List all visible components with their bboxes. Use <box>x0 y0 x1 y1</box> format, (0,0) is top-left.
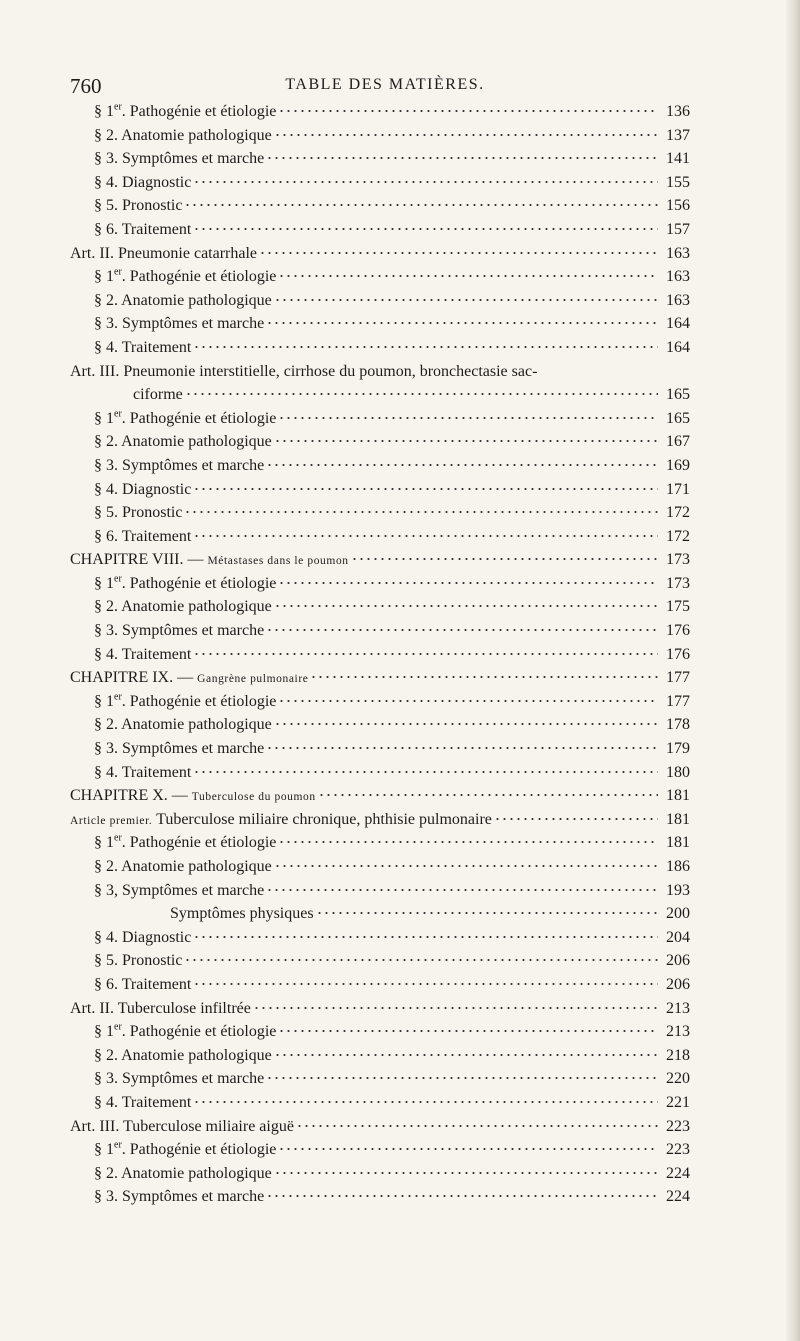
toc-entry-page: 173 <box>666 551 690 569</box>
dot-leader <box>274 124 658 140</box>
toc-entry-text: Symptômes et marche <box>118 1070 265 1088</box>
toc-entry-page: 178 <box>666 716 690 734</box>
toc-entry-text: Symptômes et marche <box>118 150 265 168</box>
toc-entry-prefix: § 2. <box>94 126 118 144</box>
toc-entry <box>70 525 690 549</box>
toc-entry <box>70 666 690 690</box>
toc-entry-text: Traitement <box>118 1093 192 1111</box>
toc-entry-prefix: Art. <box>70 244 96 262</box>
toc-entry-text: ciforme <box>133 386 183 404</box>
dot-leader <box>278 572 658 588</box>
toc-entry-label <box>94 478 191 502</box>
dot-leader <box>278 100 658 116</box>
toc-entry-page: 200 <box>666 905 690 923</box>
toc-entry-label <box>94 147 264 171</box>
toc-entry-label <box>94 855 272 879</box>
toc-entry-prefix: § 3. <box>94 150 118 168</box>
toc-entry-page: 181 <box>666 834 690 852</box>
toc-entry-label <box>70 242 257 266</box>
toc-entry-smallcaps: Métastases dans le poumon <box>207 555 349 568</box>
toc-entry <box>70 407 690 431</box>
toc-entry-smallcaps: Article premier. <box>70 814 153 827</box>
toc-entry-text: Pronostic <box>118 197 183 215</box>
toc-entry-text: Anatomie pathologique <box>118 291 272 309</box>
toc-entry-prefix: § 1 <box>94 834 114 852</box>
dot-leader <box>310 666 658 682</box>
dot-leader <box>193 973 658 989</box>
toc-entry-label <box>94 761 191 785</box>
toc-entry-text: Anatomie pathologique <box>118 433 272 451</box>
dot-leader <box>193 1091 658 1107</box>
toc-entry-prefix: § 2. <box>94 716 118 734</box>
toc-entry-page: 164 <box>666 315 690 333</box>
toc-entry-text: Tuberculose miliaire chronique, phthisie pulmonaire <box>152 810 492 828</box>
toc-entry-text: . Pathogénie et étiologie <box>121 1023 277 1041</box>
toc-entry-label <box>70 784 316 810</box>
toc-entry-page: 220 <box>666 1070 690 1088</box>
dot-leader <box>193 761 658 777</box>
toc-entry <box>70 1115 690 1139</box>
toc-entry <box>70 1020 690 1044</box>
toc-entry-label <box>94 643 191 667</box>
dot-leader <box>253 997 658 1013</box>
toc-entry-text: Symptômes physiques <box>170 905 314 923</box>
dot-leader <box>318 784 658 800</box>
dot-leader <box>193 926 658 942</box>
toc-entry-page: 218 <box>666 1046 690 1064</box>
toc-entry-page: 156 <box>666 197 690 215</box>
toc-entry-page: 193 <box>666 881 690 899</box>
toc-entry-page: 176 <box>666 622 690 640</box>
toc-entry <box>70 997 690 1021</box>
dot-leader <box>184 501 658 517</box>
toc-entry <box>70 478 690 502</box>
toc-entry-prefix: § 6. <box>94 975 118 993</box>
toc-entry-page: 206 <box>666 952 690 970</box>
dot-leader <box>266 454 658 470</box>
toc-entry-page: 155 <box>666 173 690 191</box>
toc-entry-prefix: § 2. <box>94 858 118 875</box>
toc-entry <box>70 926 690 950</box>
table-of-contents <box>70 100 690 1209</box>
toc-entry <box>70 218 690 242</box>
dot-leader <box>266 619 658 635</box>
toc-entry-page: 167 <box>666 433 690 451</box>
toc-entry-text: Traitement <box>118 763 192 781</box>
toc-entry-prefix: § 4. <box>94 645 118 663</box>
toc-entry-page: 180 <box>666 763 690 781</box>
dot-leader <box>266 312 658 328</box>
toc-entry-label <box>94 926 191 950</box>
toc-entry-page: 163 <box>666 291 690 309</box>
toc-entry-prefix: § 4. <box>94 1093 118 1111</box>
toc-entry-label <box>94 1138 276 1162</box>
toc-entry-prefix: § 4. <box>94 763 118 781</box>
toc-entry-text: Traitement <box>118 220 192 238</box>
dot-leader <box>184 949 658 965</box>
dot-leader <box>274 289 658 305</box>
toc-entry-label <box>94 619 264 643</box>
toc-entry-prefix: § 1 <box>94 268 114 286</box>
toc-entry <box>70 1044 690 1068</box>
toc-entry-prefix: § 6. <box>94 220 118 238</box>
dot-leader <box>278 831 658 847</box>
toc-entry-label <box>94 690 276 714</box>
toc-entry-prefix: § 3. <box>94 740 118 758</box>
toc-entry <box>70 855 690 879</box>
toc-entry-page: 165 <box>666 386 690 404</box>
dot-leader <box>266 1185 658 1201</box>
toc-entry-label <box>70 360 537 384</box>
dot-leader <box>193 218 658 234</box>
toc-entry-label <box>70 548 349 574</box>
toc-entry-prefix: § 1 <box>94 103 114 120</box>
toc-entry-label <box>94 171 191 195</box>
toc-entry-label <box>94 454 264 478</box>
toc-entry-page: 141 <box>666 150 690 168</box>
toc-entry-text: Diagnostic <box>118 173 192 191</box>
toc-entry-label <box>94 501 182 525</box>
toc-entry-text: Diagnostic <box>118 928 192 946</box>
dot-leader <box>266 737 658 753</box>
dot-leader <box>193 171 658 187</box>
dot-leader <box>266 879 658 895</box>
toc-entry-page: 213 <box>666 999 690 1017</box>
toc-entry-text: Traitement <box>118 338 192 356</box>
toc-entry-label <box>70 666 308 692</box>
toc-entry-prefix: § 2. <box>94 598 118 616</box>
dot-leader <box>274 1162 658 1178</box>
toc-entry-prefix: CHAPITRE VIII. — <box>70 551 208 569</box>
toc-entry-label <box>70 997 251 1021</box>
toc-entry-text: Anatomie pathologique <box>118 598 272 616</box>
toc-entry-text: Symptômes et marche <box>118 1188 265 1206</box>
toc-entry <box>70 1067 690 1091</box>
toc-entry-prefix: § 1 <box>94 574 114 592</box>
toc-entry <box>70 784 690 808</box>
toc-entry-text: Anatomie pathologique <box>118 716 272 734</box>
toc-entry-prefix: CHAPITRE IX. — <box>70 669 198 687</box>
toc-entry-superscript: er <box>114 101 122 113</box>
toc-entry-prefix: § 2. <box>94 1164 118 1182</box>
toc-entry-page: 204 <box>666 928 690 946</box>
toc-entry <box>70 808 690 832</box>
toc-entry-text: . Pathogénie et étiologie <box>121 1141 277 1159</box>
toc-entry-text: . Pathogénie et étiologie <box>121 692 277 710</box>
toc-entry-prefix: § 4. <box>94 338 118 356</box>
toc-entry-text: . Pathogénie et étiologie <box>121 834 277 852</box>
toc-entry-prefix: § 3. <box>94 456 118 474</box>
dot-leader <box>316 902 658 918</box>
toc-entry-text: Traitement <box>118 645 192 663</box>
toc-entry <box>70 454 690 478</box>
page-number: 760 <box>70 74 102 98</box>
toc-entry <box>70 831 690 855</box>
toc-entry-text: . Pathogénie et étiologie <box>121 268 277 286</box>
toc-entry-page: 177 <box>666 692 690 710</box>
toc-entry-label <box>94 595 272 619</box>
toc-entry-text: II. Pneumonie catarrhale <box>95 244 258 262</box>
toc-entry-page: 172 <box>666 504 690 522</box>
toc-entry-label <box>94 312 264 336</box>
toc-entry-page: 224 <box>666 1188 690 1206</box>
toc-entry-prefix: § 2. <box>94 291 118 309</box>
toc-entry-superscript: er <box>114 833 122 845</box>
toc-entry-page: 186 <box>666 858 690 875</box>
toc-entry-label <box>94 879 264 903</box>
toc-entry-prefix: § 4. <box>94 173 118 191</box>
toc-entry <box>70 643 690 667</box>
toc-entry-text: Diagnostic <box>118 480 192 498</box>
toc-entry-prefix: § 1 <box>94 692 114 710</box>
toc-entry-text: . Pathogénie et étiologie <box>121 103 277 120</box>
toc-entry-label <box>94 430 272 454</box>
toc-entry-page: 172 <box>666 527 690 545</box>
toc-entry-page: 224 <box>666 1164 690 1182</box>
dot-leader <box>259 242 658 258</box>
toc-entry-prefix: CHAPITRE X. — <box>70 787 192 805</box>
toc-entry-label <box>94 1185 264 1209</box>
toc-entry <box>70 902 690 926</box>
page-edge <box>786 0 800 1341</box>
toc-entry-page: 171 <box>666 480 690 498</box>
toc-entry-page: 223 <box>666 1141 690 1159</box>
toc-entry-page: 157 <box>666 220 690 238</box>
toc-entry <box>70 336 690 360</box>
toc-entry-text: Anatomie pathologique <box>118 126 272 144</box>
toc-entry-label <box>94 572 276 596</box>
toc-entry-page: 163 <box>666 244 690 262</box>
toc-entry-label <box>94 289 272 313</box>
toc-entry-label <box>94 737 264 761</box>
toc-entry-prefix: § 3. <box>94 1188 118 1206</box>
toc-entry <box>70 690 690 714</box>
toc-entry-prefix: § 1 <box>94 409 114 427</box>
toc-entry-prefix: § 5. <box>94 504 118 522</box>
toc-entry-label <box>94 713 272 737</box>
toc-entry-label <box>94 124 272 148</box>
toc-entry <box>70 265 690 289</box>
toc-entry-text: Pronostic <box>118 952 183 970</box>
toc-entry-label <box>94 525 191 549</box>
dot-leader <box>193 336 658 352</box>
toc-entry-page: 221 <box>666 1093 690 1111</box>
toc-entry-label <box>94 949 182 973</box>
toc-entry-text: III. Tuberculose miliaire aiguë <box>95 1117 294 1135</box>
toc-entry-text: II. Tuberculose infiltrée <box>95 999 251 1017</box>
toc-entry-prefix: Art. <box>70 1117 96 1135</box>
toc-entry <box>70 100 690 124</box>
toc-entry-prefix: § 2. <box>94 1046 118 1064</box>
toc-entry <box>70 548 690 572</box>
toc-entry-smallcaps: Tuberculose du poumon <box>191 791 316 804</box>
dot-leader <box>185 383 658 399</box>
toc-entry-page: 169 <box>666 456 690 474</box>
toc-entry-text: Anatomie pathologique <box>118 1046 272 1064</box>
toc-entry-label <box>94 1067 264 1091</box>
dot-leader <box>184 194 658 210</box>
toc-entry-label <box>94 336 191 360</box>
toc-entry-page: 213 <box>666 1023 690 1041</box>
toc-entry-superscript: er <box>114 1139 122 1151</box>
toc-entry-prefix: § 3. <box>94 622 118 640</box>
toc-entry <box>70 1138 690 1162</box>
dot-leader <box>278 1020 658 1036</box>
toc-entry-page: 206 <box>666 975 690 993</box>
toc-entry-prefix: § 4. <box>94 480 118 498</box>
toc-entry-label <box>94 218 191 242</box>
toc-entry-text: Traitement <box>118 527 192 545</box>
toc-entry-label <box>94 1020 276 1044</box>
dot-leader <box>193 525 658 541</box>
toc-entry <box>70 949 690 973</box>
toc-entry-text: Symptômes et marche <box>118 315 265 333</box>
toc-entry-superscript: er <box>114 691 122 703</box>
toc-entry-label <box>70 1115 294 1139</box>
toc-entry-label <box>94 1162 272 1186</box>
toc-entry-prefix: § 3, <box>94 881 118 899</box>
toc-entry-page: 164 <box>666 338 690 356</box>
toc-entry-text: Symptômes et marche <box>118 881 265 899</box>
toc-entry-text: Symptômes et marche <box>118 740 265 758</box>
page-header <box>70 74 700 98</box>
toc-entry <box>70 879 690 903</box>
dot-leader <box>274 713 658 729</box>
toc-entry-smallcaps: Gangrène pulmonaire <box>197 673 309 686</box>
toc-entry-text: . Pathogénie et étiologie <box>121 574 277 592</box>
toc-entry <box>70 147 690 171</box>
toc-entry-prefix: § 1 <box>94 1023 114 1041</box>
toc-entry <box>70 242 690 266</box>
toc-entry <box>70 595 690 619</box>
toc-entry-text: Anatomie pathologique <box>118 1164 272 1182</box>
dot-leader <box>351 548 658 564</box>
toc-entry <box>70 1162 690 1186</box>
toc-entry <box>70 312 690 336</box>
toc-entry <box>70 761 690 785</box>
toc-entry-page: 165 <box>666 409 690 427</box>
dot-leader <box>266 147 658 163</box>
toc-entry-label <box>94 100 276 124</box>
toc-entry <box>70 171 690 195</box>
dot-leader <box>274 430 658 446</box>
toc-entry <box>70 360 690 384</box>
toc-entry <box>70 713 690 737</box>
toc-entry-prefix: § 5. <box>94 952 118 970</box>
toc-entry-page: 173 <box>666 574 690 592</box>
dot-leader <box>278 1138 658 1154</box>
toc-entry <box>70 430 690 454</box>
toc-entry-label <box>94 1044 272 1068</box>
dot-leader <box>193 478 658 494</box>
dot-leader <box>278 690 658 706</box>
toc-entry-prefix: § 4. <box>94 928 118 946</box>
toc-entry <box>70 194 690 218</box>
toc-entry-text: . Pathogénie et étiologie <box>121 409 277 427</box>
toc-entry-text: Symptômes et marche <box>118 622 265 640</box>
toc-entry <box>70 1091 690 1115</box>
toc-entry-prefix: § 5. <box>94 197 118 215</box>
toc-entry-label <box>133 383 183 407</box>
toc-entry <box>70 1185 690 1209</box>
toc-entry-superscript: er <box>114 408 122 420</box>
toc-entry-prefix: Art. <box>70 999 96 1017</box>
toc-entry-page: 137 <box>666 126 690 144</box>
toc-entry-label <box>94 265 276 289</box>
toc-entry <box>70 973 690 997</box>
toc-entry <box>70 289 690 313</box>
toc-entry <box>70 501 690 525</box>
dot-leader <box>266 1067 658 1083</box>
running-title: TABLE DES MATIÈRES. <box>285 76 485 93</box>
toc-entry-prefix: § 3. <box>94 315 118 333</box>
toc-entry-page: 177 <box>666 669 690 687</box>
toc-entry-page: 136 <box>666 103 690 120</box>
toc-entry-page: 223 <box>666 1117 690 1135</box>
toc-entry-label <box>70 808 492 834</box>
toc-entry <box>70 124 690 148</box>
toc-entry-prefix: § 1 <box>94 1141 114 1159</box>
toc-entry-page: 176 <box>666 645 690 663</box>
toc-entry-page: 163 <box>666 268 690 286</box>
toc-entry-superscript: er <box>114 1021 122 1033</box>
dot-leader <box>296 1115 658 1131</box>
toc-entry-prefix: § 2. <box>94 433 118 451</box>
toc-entry <box>70 619 690 643</box>
toc-entry-prefix: § 3. <box>94 1070 118 1088</box>
toc-entry-text: Traitement <box>118 975 192 993</box>
toc-entry-superscript: er <box>114 266 122 278</box>
toc-entry <box>70 383 690 407</box>
toc-entry-page: 181 <box>666 787 690 805</box>
toc-entry-page: 175 <box>666 598 690 616</box>
toc-entry <box>70 737 690 761</box>
toc-entry-page: 179 <box>666 740 690 758</box>
toc-entry-text: Anatomie pathologique <box>118 858 272 875</box>
dot-leader <box>494 808 658 824</box>
dot-leader <box>278 265 658 281</box>
dot-leader <box>274 855 658 871</box>
dot-leader <box>274 1044 658 1060</box>
toc-entry-prefix: § 6. <box>94 527 118 545</box>
toc-entry-label <box>170 902 314 926</box>
toc-entry-label <box>94 407 276 431</box>
toc-entry-text: Symptômes et marche <box>118 456 265 474</box>
toc-entry-label <box>94 831 276 855</box>
toc-entry-label <box>94 973 191 997</box>
dot-leader <box>193 643 658 659</box>
dot-leader <box>278 407 658 423</box>
toc-entry-prefix: Art. <box>70 362 96 380</box>
toc-entry-page: 181 <box>666 810 690 828</box>
toc-entry-text: III. Pneumonie interstitielle, cirrhose du poumon, bronchectasie sac- <box>95 362 538 380</box>
toc-entry-label <box>94 1091 191 1115</box>
toc-entry-text: Pronostic <box>118 504 183 522</box>
toc-entry-label <box>94 194 182 218</box>
dot-leader <box>274 595 658 611</box>
toc-entry-superscript: er <box>114 573 122 585</box>
toc-entry <box>70 572 690 596</box>
